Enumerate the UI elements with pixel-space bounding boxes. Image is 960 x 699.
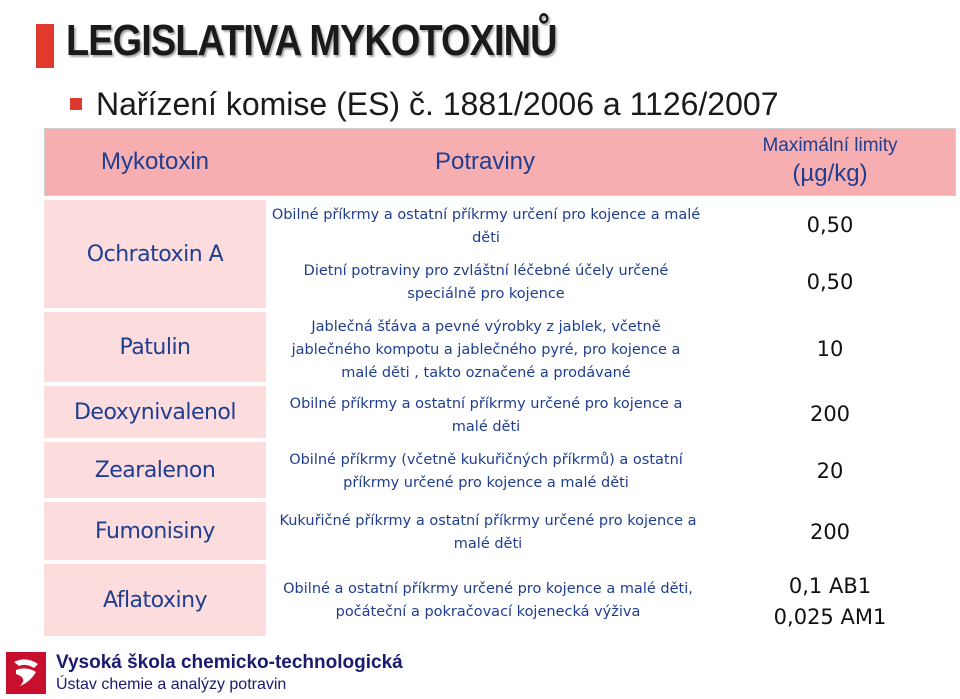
limit-row-4: 200 (809, 402, 851, 426)
mycotoxin-cell-patulin: Patulin (44, 312, 266, 386)
header-limit-label: Maximální limity (762, 135, 898, 156)
regulation-subtitle: Nařízení komise (ES) č. 1881/2006 a 1126/2007 (96, 86, 779, 122)
food-row-4: Obilné příkrmy a ostatní příkrmy určené pro kojence a malé děti (289, 396, 683, 435)
footer-institution: Vysoká škola chemicko-technologická (56, 652, 403, 673)
limit-row-7-ab1: 0,1 AB1 (788, 574, 872, 598)
header-food: Potraviny (434, 148, 536, 175)
mycotoxin-cell-zearalenon: Zearalenon (44, 442, 266, 502)
mycotoxin-cell-ochratoxin: Ochratoxin A (44, 200, 266, 312)
header-mycotoxin: Mykotoxin (100, 148, 210, 175)
vscht-logo-icon (6, 652, 46, 694)
food-row-3: Jablečná šťáva a pevné výrobky z jablek, včetně jablečného kompotu a jablečného pyré, pro kojence a malé děti , takto označené a prodávané (291, 319, 681, 381)
mycotoxin-cell-aflatoxiny: Aflatoxiny (44, 564, 266, 640)
food-row-2: Dietní potraviny pro zvláštní léčebné účely určené speciálně pro kojence (303, 263, 669, 302)
mycotoxin-cell-fumonisiny: Fumonisiny (44, 502, 266, 564)
food-row-1: Obilné příkrmy a ostatní příkrmy určení pro kojence a malé děti (271, 207, 701, 246)
limit-row-1: 0,50 (806, 213, 854, 237)
bullet-square-icon (70, 98, 82, 110)
title-accent-bar (36, 24, 54, 68)
limit-row-2: 0,50 (806, 270, 854, 294)
limit-row-6: 200 (809, 520, 851, 544)
header-limit (704, 128, 956, 196)
footer-department: Ústav chemie a analýzy potravin (56, 676, 287, 693)
limit-row-7-am1: 0,025 AM1 (773, 605, 887, 629)
food-row-6: Kukuřičné příkrmy a ostatní příkrmy určené pro kojence a malé děti (279, 513, 697, 552)
food-row-5: Obilné příkrmy (včetně kukuřičných příkrmů) a ostatní příkrmy určené pro kojence a malé děti (289, 452, 683, 491)
food-row-7: Obilné a ostatní příkrmy určené pro kojence a malé děti, počáteční a pokračovací kojenecká výživa (283, 581, 693, 620)
limit-row-7 (704, 571, 956, 633)
header-limit-unit: (µg/kg) (792, 160, 868, 187)
page-title: LEGISLATIVA MYKOTOXINŮ (66, 16, 557, 65)
mycotoxin-cell-deoxynivalenol: Deoxynivalenol (44, 386, 266, 442)
limit-row-3: 10 (816, 337, 844, 361)
limit-row-5: 20 (816, 459, 844, 483)
